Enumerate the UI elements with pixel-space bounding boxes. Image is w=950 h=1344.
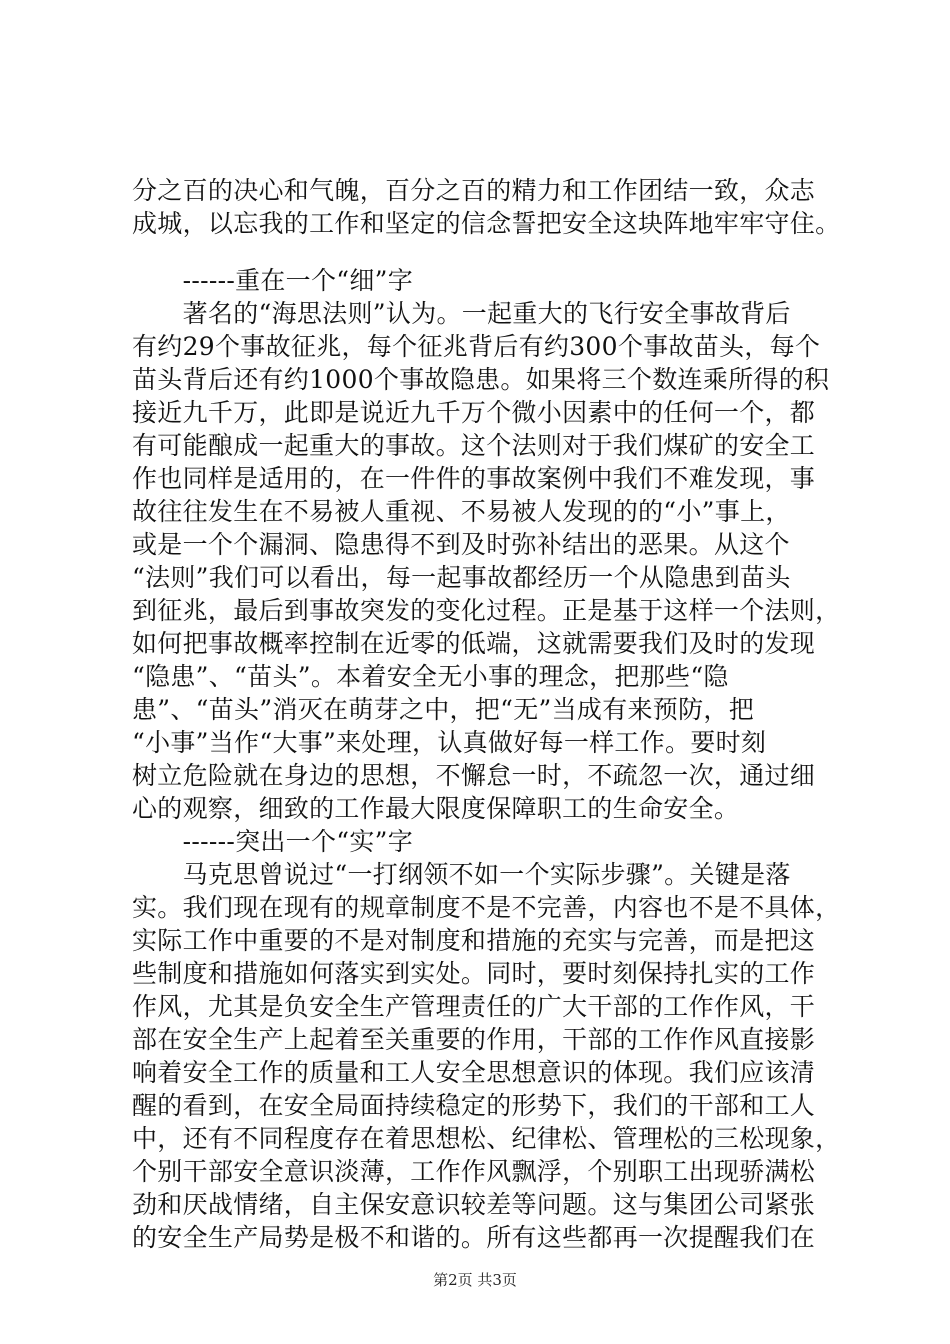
section-heading-practical: ------突出一个“实”字	[132, 827, 414, 856]
text-line: 有约29个事故征兆，每个征兆背后有约300个事故苗头，每个	[132, 332, 821, 361]
text-line: 作也同样是适用的，在一件件的事故案例中我们不难发现，事	[132, 464, 816, 493]
text-line: 患”、“苗头”消灭在萌芽之中，把“无”当成有来预防，把	[132, 695, 755, 724]
text-line: 些制度和措施如何落实到实处。同时，要时刻保持扎实的工作	[132, 959, 816, 988]
text-line: “隐患”、“苗头”。本着安全无小事的理念，把那些“隐	[132, 662, 729, 691]
text-line: 树立危险就在身边的思想，不懈怠一时，不疏忽一次，通过细	[132, 761, 816, 790]
text-line: 成城，以忘我的工作和坚定的信念誓把安全这块阵地牢牢守住。	[132, 209, 841, 238]
text-line: 接近九千万，此即是说近九千万个微小因素中的任何一个，都	[132, 398, 816, 427]
text-line: 心的观察，细致的工作最大限度保障职工的生命安全。	[132, 794, 740, 823]
text-line: 实。我们现在现有的规章制度不是不完善，内容也不是不具体，	[132, 893, 841, 922]
section-heading-detail: ------重在一个“细”字	[132, 266, 414, 295]
text-line: 中，还有不同程度存在着思想松、纪律松、管理松的三松现象，	[132, 1124, 841, 1153]
text-line: 醒的看到，在安全局面持续稳定的形势下，我们的干部和工人	[132, 1091, 816, 1120]
text-line: 著名的“海思法则”认为。一起重大的飞行安全事故背后	[132, 299, 791, 328]
text-line: 劲和厌战情绪，自主保安意识较差等问题。这与集团公司紧张	[132, 1190, 816, 1219]
text-line: 响着安全工作的质量和工人安全思想意识的体现。我们应该清	[132, 1058, 816, 1087]
text-line: 苗头背后还有约1000个事故隐患。如果将三个数连乘所得的积	[132, 365, 830, 394]
text-line: 个别干部安全意识淡薄，工作作风飘浮，个别职工出现骄满松	[132, 1157, 816, 1186]
text-line: “法则”我们可以看出，每一起事故都经历一个从隐患到苗头	[132, 563, 791, 592]
text-line: 或是一个个漏洞、隐患得不到及时弥补结出的恶果。从这个	[132, 530, 790, 559]
text-line: 故往往发生在不易被人重视、不易被人发现的的“小”事上，	[132, 497, 791, 526]
page-number-footer: 第2页 共3页	[433, 1271, 517, 1289]
text-line: 有可能酿成一起重大的事故。这个法则对于我们煤矿的安全工	[132, 431, 816, 460]
text-line: 分之百的决心和气魄，百分之百的精力和工作团结一致，众志	[132, 176, 816, 205]
text-line: 到征兆，最后到事故突发的变化过程。正是基于这样一个法则，	[132, 596, 841, 625]
text-line: 实际工作中重要的不是对制度和措施的充实与完善，而是把这	[132, 926, 816, 955]
text-line: “小事”当作“大事”来处理，认真做好每一样工作。要时刻	[132, 728, 767, 757]
text-line: 如何把事故概率控制在近零的低端，这就需要我们及时的发现	[132, 629, 816, 658]
text-line: 马克思曾说过“一打纲领不如一个实际步骤”。关键是落	[132, 860, 791, 889]
text-line: 作风，尤其是负安全生产管理责任的广大干部的工作作风，干	[132, 992, 816, 1021]
text-line: 的安全生产局势是极不和谐的。所有这些都再一次提醒我们在	[132, 1223, 816, 1252]
text-line: 部在安全生产上起着至关重要的作用，干部的工作作风直接影	[132, 1025, 816, 1054]
